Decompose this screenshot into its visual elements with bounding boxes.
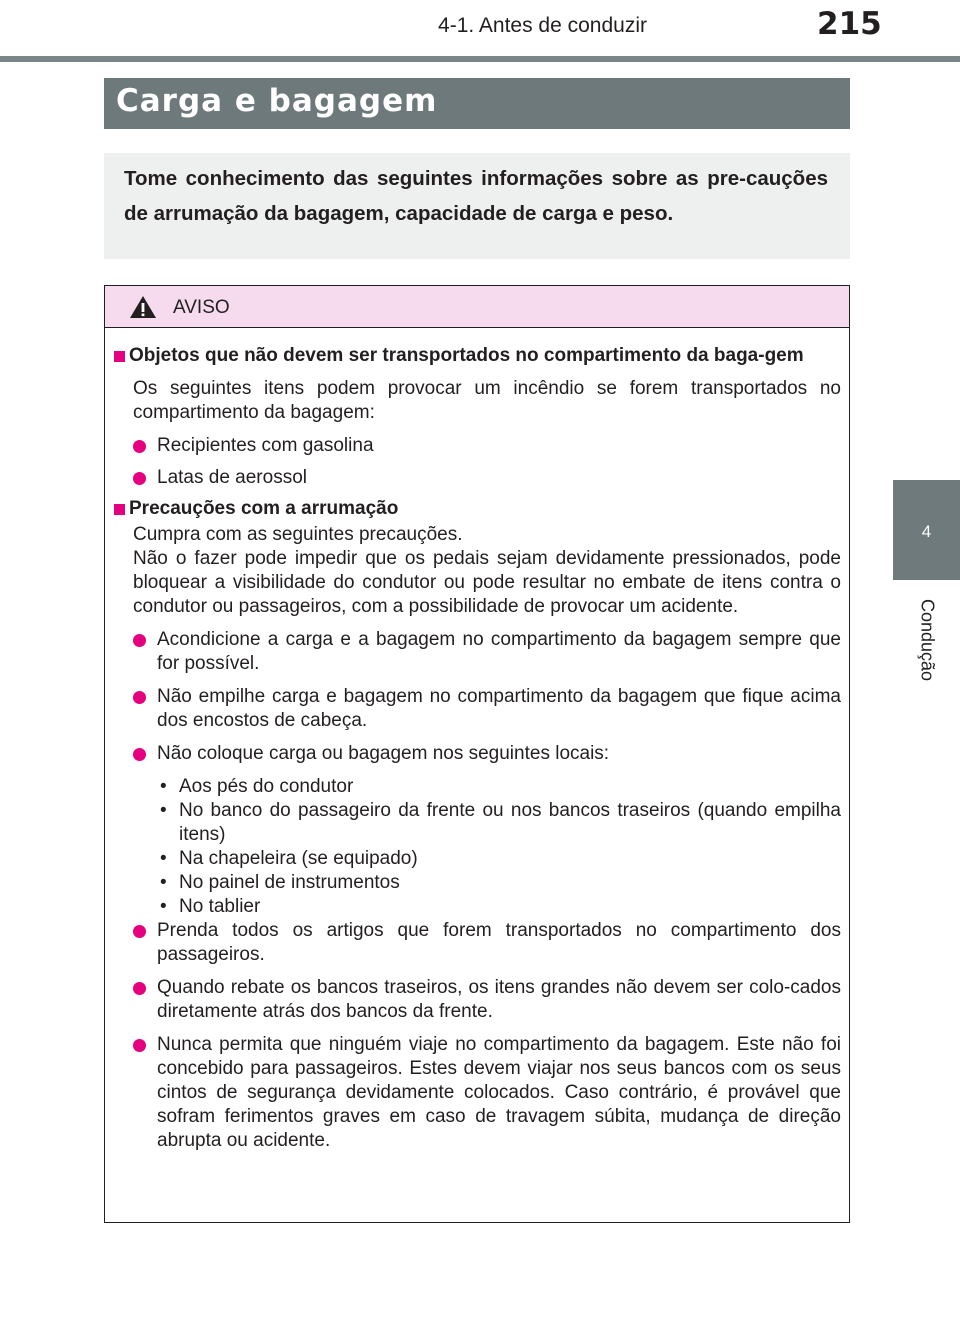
intro-box: [104, 153, 850, 259]
sub-list-item-text: No tablier: [179, 896, 261, 917]
sub-list-item: [113, 775, 841, 799]
list-item: [113, 685, 841, 733]
list-item: [113, 976, 841, 1024]
list-item: [113, 1033, 841, 1153]
square-bullet-icon: [114, 504, 125, 515]
page-number: 215: [817, 6, 882, 42]
list-item: [113, 466, 841, 490]
sub-list-item: [113, 895, 841, 919]
dot-bullet-icon: •: [160, 776, 167, 797]
chapter-label: Condução: [917, 598, 938, 682]
warning-label: AVISO: [173, 297, 230, 318]
circle-bullet-icon: [133, 925, 146, 938]
chapter-tab: [893, 480, 960, 580]
warning-box: [104, 285, 850, 1223]
warning-header: [105, 286, 849, 328]
dot-bullet-icon: •: [160, 848, 167, 869]
square-bullet-icon: [114, 351, 125, 362]
sub-list-item-text: No banco do passageiro da frente ou nos bancos traseiros (quando empilha itens): [179, 800, 841, 845]
section-storage-heading: [113, 497, 841, 521]
list-item-text: Não empilhe carga e bagagem no compartimento da bagagem que fique acima dos encostos de cabeça.: [157, 686, 841, 731]
dot-bullet-icon: •: [160, 800, 167, 821]
list-item-text: Acondicione a carga e a bagagem no compartimento da bagagem sempre que for possível.: [157, 629, 841, 674]
section-paragraph: Cumpra com as seguintes precauções.: [133, 524, 463, 545]
list-item: [113, 742, 841, 766]
circle-bullet-icon: [133, 440, 146, 453]
circle-bullet-icon: [133, 982, 146, 995]
section-heading: 4-1. Antes de conduzir: [438, 14, 647, 37]
list-item: [113, 919, 841, 967]
section-paragraph: Os seguintes itens podem provocar um incêndio se forem transportados no compartimento da bagagem:: [133, 378, 841, 423]
list-item: [113, 434, 841, 458]
circle-bullet-icon: [133, 1039, 146, 1052]
dot-bullet-icon: •: [160, 872, 167, 893]
circle-bullet-icon: [133, 472, 146, 485]
list-item: [113, 628, 841, 676]
dot-bullet-icon: •: [160, 896, 167, 917]
section-title: Objetos que não devem ser transportados no compartimento da baga-gem: [129, 345, 804, 366]
list-item-text: Prenda todos os artigos que forem transportados no compartimento dos passageiros.: [157, 920, 841, 965]
circle-bullet-icon: [133, 691, 146, 704]
section-title: Precauções com a arrumação: [129, 498, 399, 519]
intro-text: Tome conhecimento das seguintes informações sobre as pre-cauções de arrumação da bagagem, capacidade de carga e peso.: [124, 167, 828, 225]
page-title-bar: [104, 78, 850, 129]
page-title: Carga e bagagem: [116, 83, 438, 119]
sub-list-item-text: No painel de instrumentos: [179, 872, 400, 893]
sub-list-item: [113, 847, 841, 871]
sub-list-item: [113, 871, 841, 895]
sub-list-item-text: Na chapeleira (se equipado): [179, 848, 418, 869]
warning-triangle-icon: [129, 295, 157, 319]
circle-bullet-icon: [133, 748, 146, 761]
sub-list-item-text: Aos pés do condutor: [179, 776, 354, 797]
sub-list-item: [113, 799, 841, 847]
warning-body: [105, 328, 849, 1153]
circle-bullet-icon: [133, 634, 146, 647]
list-item-text: Latas de aerossol: [157, 467, 307, 488]
section-objects-heading: [113, 344, 841, 368]
list-item-text: Recipientes com gasolina: [157, 435, 374, 456]
header-divider: [0, 56, 960, 62]
list-item-text: Nunca permita que ninguém viaje no compartimento da bagagem. Este não foi concebido para passageiros. Estes devem viajar nos seus bancos com os seus cintos de segurança devidamente colocados. Caso contrário, é provável que sofram ferimentos graves em caso de travagem súbita, mudança de direção abrupta ou acidente.: [157, 1034, 841, 1151]
chapter-number: 4: [921, 522, 932, 541]
list-item-text: Não coloque carga ou bagagem nos seguintes locais:: [157, 743, 610, 764]
list-item-text: Quando rebate os bancos traseiros, os itens grandes não devem ser colo-cados diretamente atrás dos bancos da frente.: [157, 977, 841, 1022]
section-paragraph: Não o fazer pode impedir que os pedais sejam devidamente pressionados, pode bloquear a visibilidade do condutor ou pode resultar no embate de itens contra o condutor ou passageiros, com a possibilidade de provocar um acidente.: [133, 548, 841, 617]
